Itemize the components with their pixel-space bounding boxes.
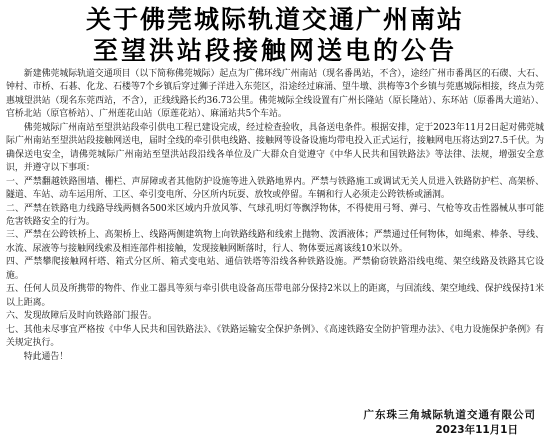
rule-item-1: 一、严禁翻越铁路围墙、栅栏、声屏障或者其他防护设施等进入铁路地界内。严禁与铁路施工或调试无关人员进入铁路防护栏、高架桥、隧道、车站、动车运用所、工区、牵引变电所、分区所内玩耍、放牧或停留。车辆和行人必须走公跨铁桥或涵洞。 <box>6 176 544 201</box>
rule-item-2: 二、严禁在铁路电力线路导线两侧各500米区域内升放风筝、气球孔明灯等飘浮物体，不得使用弓弩、弹弓、气枪等攻击性器械从事可能危害铁路安全的行为。 <box>6 203 544 227</box>
issuing-organization: 广东珠三角城际轨道交通有限公司 <box>363 409 536 421</box>
rule-item-6: 六、发现故障后及时向铁路部门报告。 <box>6 311 157 322</box>
signature-block <box>364 408 537 438</box>
notice-title-line2: 至望洪站段接触网送电的公告 <box>92 36 457 65</box>
rule-item-7: 七、其他未尽事宜严格按《中华人民共和国铁路法》、《铁路运输安全保护条例》、《高速铁路安全防护管理办法》、《电力设施保护条例》有关规定执行。 <box>6 324 544 349</box>
closing-line: 特此通告！ <box>23 351 69 362</box>
rule-item-3: 三、严禁在公跨铁桥上、高架桥上、线路两侧建筑物上向铁路线路和线索上抛物、泼洒液体；严禁通过任何物体，如绳索、棒条、导线、水流、尿液等与接触网线索及相连部件相接触，发现接触网断落时，行人、物体要远离该线10米以外。 <box>6 230 544 254</box>
issue-date: 2023年11月1日 <box>435 424 518 436</box>
rule-item-5: 五、任何人员及所携带的物件、作业工器具等须与牵引供电设备高压带电部分保持2米以上的距离，与回流线、架空地线、保护线保持1米以上距离。 <box>6 284 544 308</box>
announcement-paragraph: 佛莞城际广州南站至望洪站段牵引供电工程已建设完成，经过检查验收，具备送电条件。根据安排，定于2023年11月2日起对佛莞城际广州南站至望洪站段接触网送电，届时全线的牵引供电线路、接触网等设备设施均带电投入正式运行，接触网电压将达到27.5千伏。为确保送电安全，请佛莞城际广州南站至望洪站段沿线各单位及广大群众自觉遵守《中华人民共和国铁路法》等法律、法规，增强安全意识，并遵守以下事项： <box>6 122 544 174</box>
intro-paragraph: 新建佛莞城际轨道交通项目（以下简称佛莞城际）起点为广佛环线广州南站（现名番禺站，不含），途经广州市番禺区的石碶、大石、钟村、市桥、石碁、化龙、石楼等7个乡镇后穿过狮子洋进入东莞区，沿途经过麻涌、望牛墩、洪梅等3个乡镇与莞惠城际相接，终点为莞惠城望洪站（现名东莞西站，不含），正线线路长约36.73公里。佛莞城际全线设置有广州长隆站（原长隆站）、东环站（原番禺大道站）、官桥北站（原官桥站）、广州莲花山站（原莲花站）、麻涌站共5个车站。 <box>6 69 544 120</box>
rule-item-4: 四、严禁攀爬接触网杆塔、箱式分区所、箱式变电站、通信铁塔等沿线各种铁路设施。严禁偷窃铁路沿线电缆、架空线路及铁路其它设施。 <box>6 257 544 281</box>
notice-body <box>6 68 544 364</box>
notice-title-line1: 关于佛莞城际轨道交通广州南站 <box>85 5 464 34</box>
